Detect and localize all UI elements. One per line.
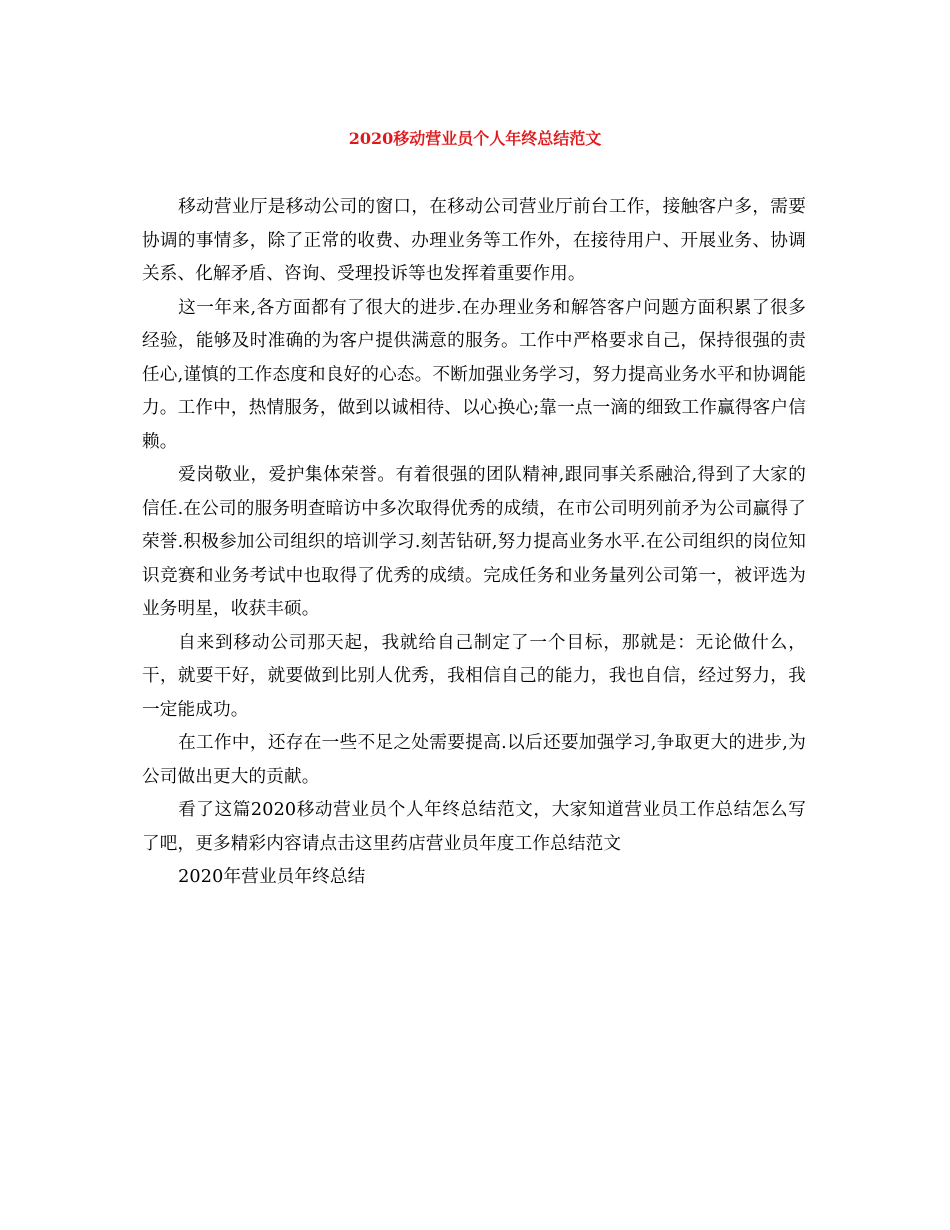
paragraph-7: 2020年营业员年终总结 — [178, 867, 366, 887]
document-title: 2020移动营业员个人年终总结范文 — [348, 129, 602, 148]
paragraph-5: 在工作中，还存在一些不足之处需要提高.以后还要加强学习,争取更大的进步,为公司做出更大的贡献。 — [142, 733, 806, 787]
paragraph-2: 这一年来,各方面都有了很大的进步.在办理业务和解答客户问题方面积累了很多经验，能够及时准确的为客户提供满意的服务。工作中严格要求自己，保持很强的责任心,谨慎的工作态度和良好的心态。不断加强业务学习，努力提高业务水平和协调能力。工作中，热情服务，做到以诚相待、以心换心;靠一点一滴的细致工作赢得客户信赖。 — [142, 297, 806, 452]
paragraph-1: 移动营业厅是移动公司的窗口，在移动公司营业厅前台工作，接触客户多，需要协调的事情多，除了正常的收费、办理业务等工作外，在接待用户、开展业务、协调关系、化解矛盾、咨询、受理投诉等也发挥着重要作用。 — [142, 197, 806, 284]
paragraph-3: 爱岗敬业，爱护集体荣誉。有着很强的团队精神,跟同事关系融洽,得到了大家的信任.在公司的服务明查暗访中多次取得优秀的成绩，在市公司明列前矛为公司赢得了荣誉.积极参加公司组织的培训学习.刻苦钻研,努力提高业务水平.在公司组织的岗位知识竞赛和业务考试中也取得了优秀的成绩。完成任务和业务量列公司第一，被评选为业务明星，收获丰硕。 — [142, 465, 806, 619]
document-body — [142, 191, 806, 895]
paragraph-6: 看了这篇2020移动营业员个人年终总结范文，大家知道营业员工作总结怎么写了吧，更多精彩内容请点击这里药店营业员年度工作总结范文 — [142, 800, 806, 854]
paragraph-4: 自来到移动公司那天起，我就给自己制定了一个目标，那就是：无论做什么，干，就要干好，就要做到比别人优秀，我相信自己的能力，我也自信，经过努力，我一定能成功。 — [142, 632, 806, 720]
